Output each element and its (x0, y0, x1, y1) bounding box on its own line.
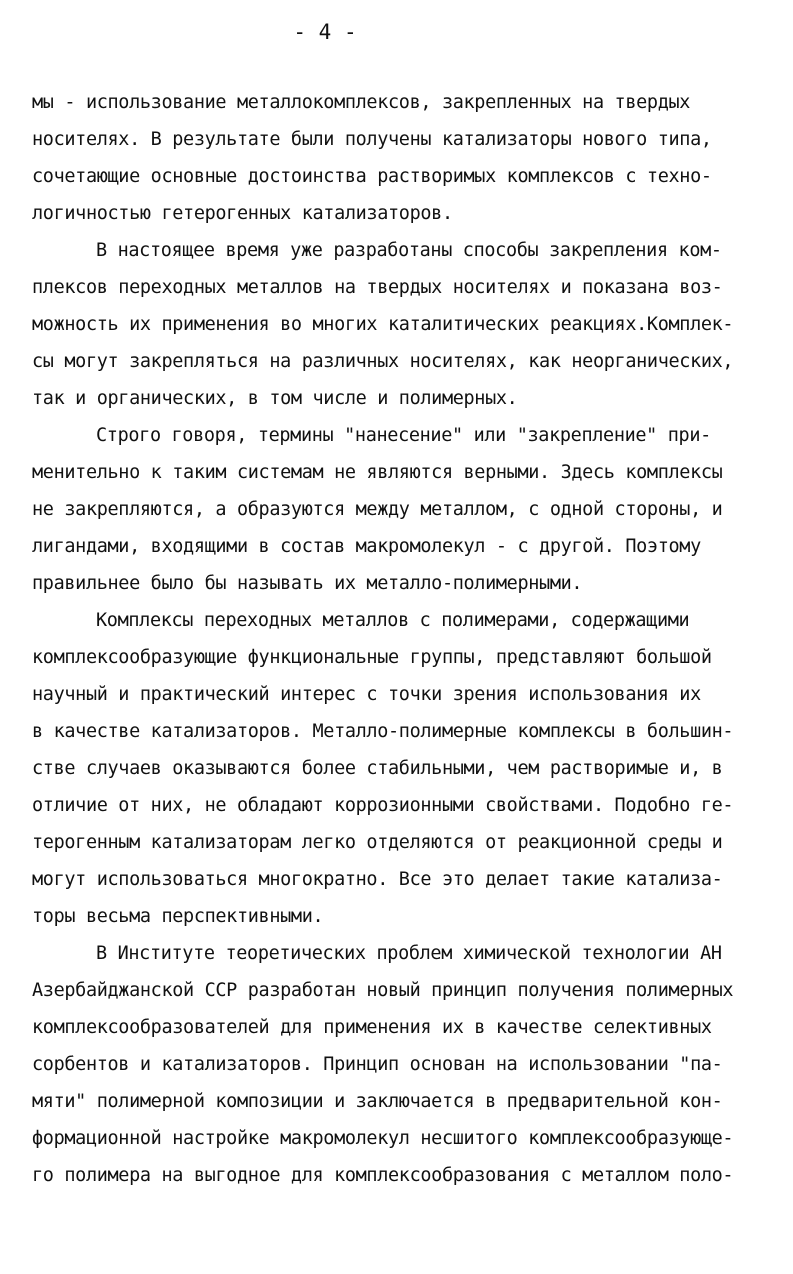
text-line: научный и практический интерес с точки зрения использования их (32, 684, 701, 705)
text-line: в качестве катализаторов. Металло-полимерные комплексы в большин- (32, 721, 734, 742)
text-line: го полимера на выгодное для комплексообразования с металлом поло- (32, 1165, 734, 1186)
text-line: формационной настройке макромолекул несшитого комплексообразующе- (32, 1128, 734, 1149)
text-line: комплексообразователей для применения их в качестве селективных (32, 1017, 712, 1038)
text-line: сы могут закрепляться на различных носителях, как неорганических, (32, 351, 734, 372)
text-line: стве случаев оказываются более стабильными, чем растворимые и, в (32, 758, 723, 779)
text-line: носителях. В результате были получены катализаторы нового типа, (32, 129, 712, 150)
text-line: плексов переходных металлов на твердых носителях и показана воз- (32, 277, 723, 298)
page-number: - 4 - (293, 20, 357, 44)
text-line: так и органических, в том числе и полимерных. (32, 388, 518, 409)
text-line: не закрепляются, а образуются между металлом, с одной стороны, и (32, 499, 723, 520)
text-line: правильнее было бы называть их металло-полимерными. (32, 573, 583, 594)
text-line: Азербайджанской ССР разработан новый принцип получения полимерных (32, 980, 734, 1001)
text-line: терогенным катализаторам легко отделяются от реакционной среды и (32, 832, 723, 853)
text-line: менительно к таким системам не являются верными. Здесь комплексы (32, 462, 723, 483)
text-line: могут использоваться многократно. Все это делает такие катализа- (32, 869, 723, 890)
text-line: торы весьма перспективными. (32, 906, 324, 927)
paragraph-first-line: В Институте теоретических проблем химической технологии АН (96, 943, 722, 964)
text-line: мяти" полимерной композиции и заключается в предварительной кон- (32, 1091, 723, 1112)
paragraph-first-line: В настоящее время уже разработаны способы закрепления ком- (96, 240, 722, 261)
paragraph-first-line: Строго говоря, термины "нанесение" или "закрепление" при- (96, 425, 711, 446)
text-line: лигандами, входящими в состав макромолекул - с другой. Поэтому (32, 536, 701, 557)
text-line: отличие от них, не обладают коррозионными свойствами. Подобно ге- (32, 795, 734, 816)
body-text (32, 84, 752, 1194)
text-line: логичностью гетерогенных катализаторов. (32, 203, 453, 224)
paragraph-first-line: Комплексы переходных металлов с полимерами, содержащими (96, 610, 690, 631)
text-line: комплексообразующие функциональные группы, представляют большой (32, 647, 712, 668)
text-line: сорбентов и катализаторов. Принцип основан на использовании "па- (32, 1054, 723, 1075)
text-line: сочетающие основные достоинства растворимых комплексов с техно- (32, 166, 712, 187)
text-line: можность их применения во многих каталитических реакциях.Комплек- (32, 314, 734, 335)
text-line: мы - использование металлокомплексов, закрепленных на твердых (32, 92, 691, 113)
